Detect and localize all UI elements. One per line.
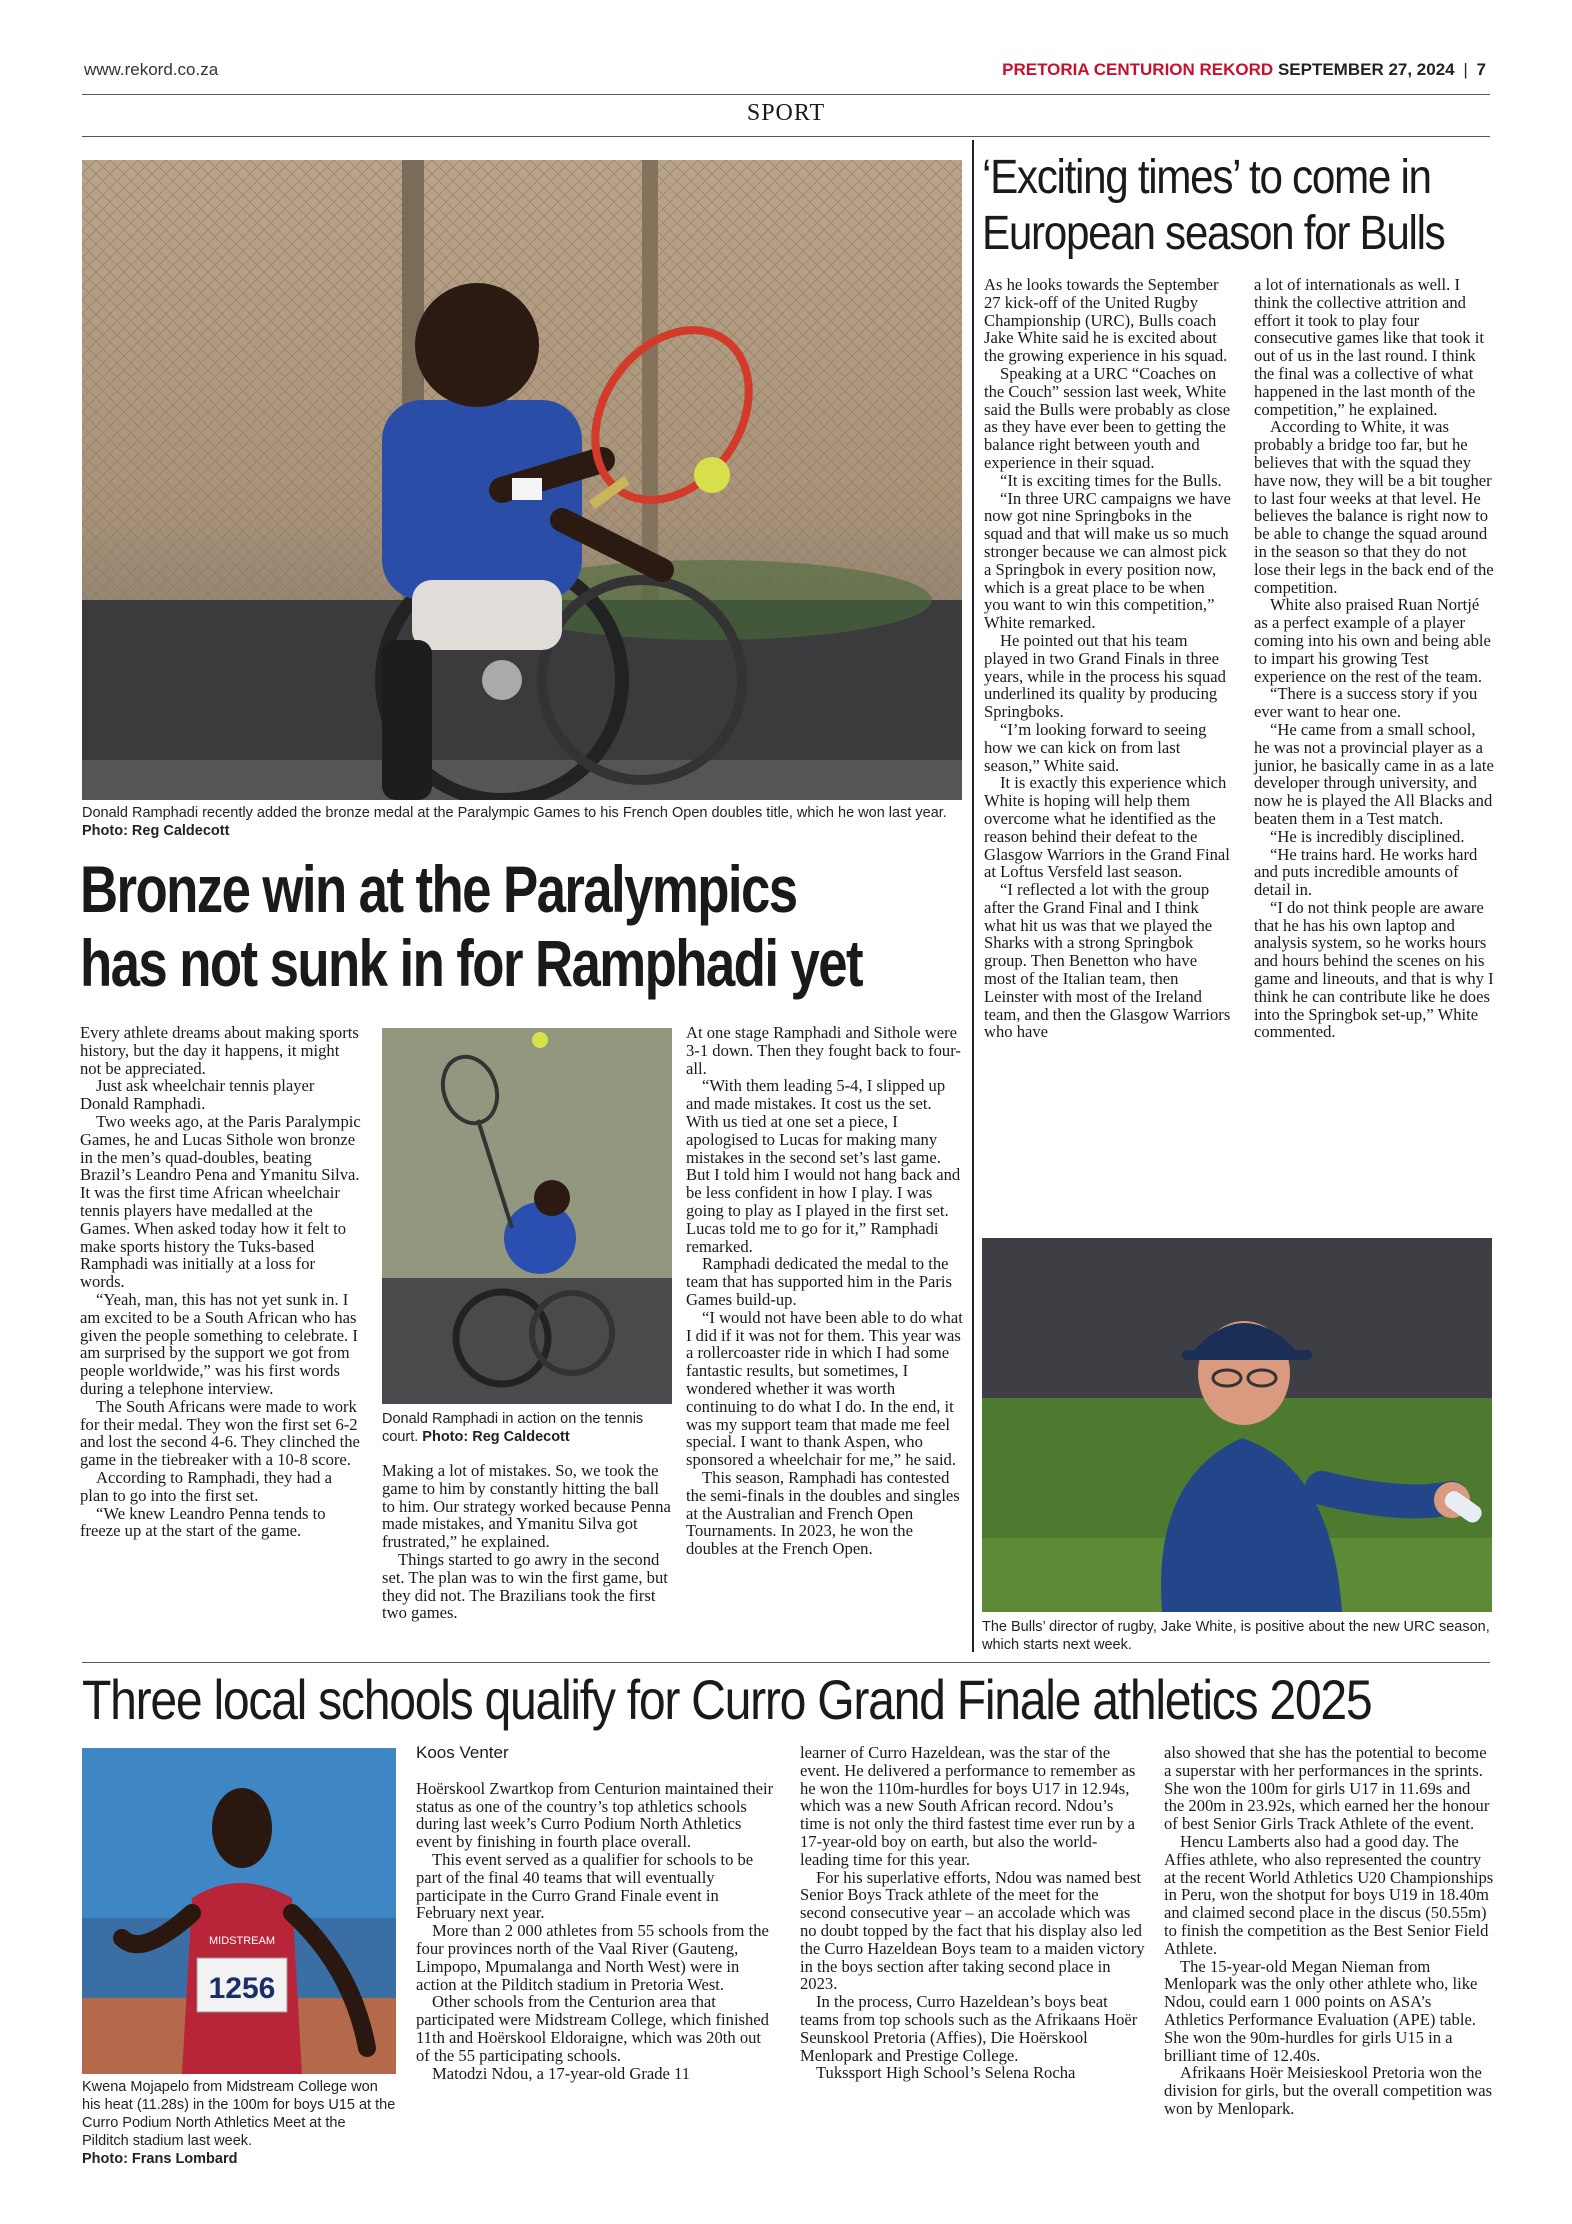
paragraph: “Yeah, man, this has not yet sunk in. I am excited to be a South African who has given the people something to celebrate. I am surprised by the support we got from people worldwide,” was his first words during a telephone interview. [80,1289,358,1398]
photo-credit: Photo: Reg Caldecott [82,823,230,839]
paragraph: More than 2 000 athletes from 55 schools from the four provinces north of the Vaal River (Gauteng, Limpopo, Mpumalanga and North West) were in action at the Pilditch stadium in Pretoria West. [416,1921,769,1994]
paragraph: Things started to go awry in the second set. The plan was to win the first game, but they did not. The Brazilians took the first two games. [382,1549,668,1623]
caption-text: Kwena Mojapelo from Midstream College won his heat (11.28s) in the 100m for boys U15 at the Curro Podium North Athletics Meet at the Pilditch stadium last week. [82,2079,396,2149]
paragraph: “There is a success story if you ever want to hear one. [1254,684,1478,722]
jake-white-photo [982,1238,1492,1612]
page-number: 7 [1476,60,1486,79]
kwena-mojapelo-caption [82,2078,396,2168]
byline: Koos Venter [416,1743,509,1762]
paragraph: a lot of internationals as well. I think the collective attrition and effort it took to play four consecutive games like that took it out of us in the last round. I think the final was a collective of what happened in the last month of the competition,” he explained. [1254,275,1484,419]
section-rule [82,136,1490,137]
bronze-column-2 [382,1462,672,1622]
ramphadi-main-photo-caption [82,804,962,840]
photo-credit: Photo: Frans Lombard [82,2151,238,2167]
paragraph: For his superlative efforts, Ndou was named best Senior Boys Track athlete of the meet for the second consecutive year – an accolade which was no doubt topped by the fact that his display also led the Curro Hazeldean Boys team to a maiden victory in the boys section after taking second place in 2023. [800,1867,1145,1994]
photo-credit: Photo: Reg Caldecott [422,1429,570,1445]
paragraph: Other schools from the Centurion area that participated were Midstream College, which finished 11th and Hoërskool Eldoraigne, which was 20th out of the 55 participating schools. [416,1992,769,2065]
paragraph: Hoërskool Zwartkop from Centurion maintained their status as one of the country’s top athletics schools during last week’s Curro Podium North Athletics event by finishing in fourth place overall. [416,1778,774,1852]
issue-date: SEPTEMBER 27, 2024 [1277,60,1455,79]
paragraph: “I would not have been able to do what I did if it was not for them. This year was a rollercoaster ride in which I had some fantastic results, but sometimes, I wondered whether it was worth continuing to do what I do. In the end, it was my support team that made me feel special. I want to thank Aspen, who sponsored a wheelchair for me,” he said. [686,1307,963,1470]
paragraph: Matodzi Ndou, a 17-year-old Grade 11 [432,2063,691,2083]
paragraph: “He came from a small school, he was not a provincial player as a junior, he basically came in as a late developer through university, and now he is played the All Blacks and beaten them in a Test match. [1254,719,1494,828]
paragraph: This event served as a qualifier for schools to be part of the final 40 teams that will eventually participate in the Curro Grand Finale event in February next year. [416,1849,754,1923]
publication-name: PRETORIA CENTURION REKORD [1002,60,1274,79]
curro-headline: Three local schools qualify for Curro Grand Finale athletics 2025 [82,1668,1372,1731]
website-url: www.rekord.co.za [84,60,219,79]
paragraph: According to White, it was probably a bridge too far, but he believes that with the squad they have now, they will be a bit tougher to last four weeks at that level. He believes the balance is right now to be able to change the squad around in the season so that they do not lose their legs in the back end of the competition. [1254,417,1494,597]
ramphadi-inset-caption [382,1410,672,1446]
paragraph: Hencu Lamberts also had a good day. The Affies athlete, who also represented the country at the recent World Athletics U20 Championships in Peru, won the shotput for boys U19 in 18.40m and claimed second place in the discus (50.55m) to finish the competition as the Best Senior Field Athlete. [1164,1831,1494,1958]
paragraph: The South Africans were made to work for their medal. They won the first set 6-2 and lost the second 4-6. They clinched the game in the tiebreaker with a 10-8 score. [80,1396,360,1470]
header-separator: | [1463,60,1468,79]
paragraph: also showed that she has the potential to become a superstar with her performances in the sprints. She won the 100m for girls U17 in 11.69s and the 200m in 23.92s, which earned her the honour of best Senior Girls Track Athlete of the event. [1164,1743,1490,1834]
bronze-column-1 [80,1024,362,1540]
paragraph: Every athlete dreams about making sports history, but the day it happens, it might not be appreciated. [80,1023,359,1078]
paragraph: As he looks towards the September 27 kick-off of the United Rugby Championship (URC), Bulls coach Jake White said he is excited about the growing experience in his squad. [984,275,1228,366]
paragraph: Two weeks ago, at the Paris Paralympic Games, he and Lucas Sithole won bronze in the men’s quad-doubles, beating Brazil’s Leandro Pena and Ymanitu Silva. It was the first time African wheelchair tennis players have medalled at the Games. When asked today how it felt to make sports history the Tuks-based Ramphadi was initially at a loss for words. [80,1111,361,1292]
curro-column-1 [416,1744,778,2082]
bronze-headline-line1: Bronze win at the Paralympics [80,852,797,926]
paragraph: The 15-year-old Megan Nieman from Menlopark was the only other athlete who, like Ndou, could earn 1 000 points on ASA’s Athletics Performance Evaluation (APE) table. She won the 90m-hurdles for girls U15 in a brilliant time of 12.40s. [1164,1956,1478,2065]
paragraph: At one stage Ramphadi and Sithole were 3-1 down. Then they fought back to four-all. [686,1023,961,1078]
kwena-mojapelo-photo [82,1748,396,2074]
paragraph: Ramphadi dedicated the medal to the team that has supported him in the Paris Games build-up. [686,1254,952,1309]
ramphadi-inset-photo [382,1028,672,1404]
paragraph: Afrikaans Hoër Meisieskool Pretoria won the division for girls, but the overall competition was won by Menlopark. [1164,2063,1493,2118]
bronze-column-3 [686,1024,966,1558]
bulls-headline-line2: European season for Bulls [982,207,1445,260]
paragraph: Speaking at a URC “Coaches on the Couch” session last week, White said the Bulls were probably as close as they have ever been to getting the balance right between youth and experience in their squad. [984,363,1231,472]
bulls-column-2 [1254,276,1494,1041]
paragraph: White also praised Ruan Nortjé as a perfect example of a player coming into his own and being able to impart his growing Test experience on the rest of the team. [1254,595,1491,686]
caption-text: Donald Ramphadi recently added the bronze medal at the Paralympic Games to his French Open doubles title, which he won last year. [82,805,947,821]
curro-column-2 [800,1744,1146,2082]
paragraph: According to Ramphadi, they had a plan to go into the first set. [80,1467,332,1505]
paragraph: It is exactly this experience which White is hoping will help them overcome what he identified as the reason behind their defeat to the Glasgow Warriors in the Grand Final at Loftus Versfeld last season. [984,773,1230,882]
paragraph: In the process, Curro Hazeldean’s boys beat teams from top schools such as the Afrikaans Hoër Seunskool Pretoria (Affies), Die Hoërskool Menlopark and Prestige College. [800,1992,1138,2065]
paragraph: “I do not think people are aware that he has his own laptop and analysis system, so he works hours and hours behind the scenes on his game and lineouts, and that is why I think he can contribute like he does into the Springbok set-up,” White commented. [1254,897,1494,1042]
paragraph: Making a lot of mistakes. So, we took the game to him by constantly hitting the ball to him. Our strategy worked because Penna made mistakes, and Ymanitu Silva got frustrated,” he explained. [382,1461,671,1552]
paragraph: “He trains hard. He works hard and puts incredible amounts of detail in. [1254,844,1478,900]
paragraph: “I’m looking forward to seeing how we can kick on from last season,” White said. [984,719,1207,775]
paragraph: Just ask wheelchair tennis player Donald Ramphadi. [80,1076,315,1114]
bib-number: 1256 [208,1972,276,2005]
bulls-headline [982,150,1445,262]
paragraph: learner of Curro Hazeldean, was the star of the event. He delivered a performance to remember as he won the 110m-hurdles for boys U17 in 12.94s, which was a new South African record. Ndou’s time is not only the third fastest time ever run by a 17-year-old boy on earth, but also the world-leading time for this year. [800,1743,1136,1869]
curro-top-rule [82,1662,1490,1663]
paragraph: “With them leading 5-4, I slipped up and made mistakes. It cost us the set. With us tied at one set a piece, I apologised to Lucas for making many mistakes in the second set’s last game. But I told him I would not hang back and be less confident in how I play. I was going to play as I played in the first set. Lucas told me to go for it,” Ramphadi remarked. [686,1076,961,1256]
paragraph: “In three URC campaigns we have now got nine Springboks in the squad and that will make us so much stronger because we can almost pick a Springbok in every position now, which is a great place to be when you want to win this competition,” White remarked. [984,488,1231,633]
header-rule [82,94,1490,95]
bulls-headline-line1: ‘Exciting times’ to come in [982,151,1431,204]
paragraph: “It is exciting times for the Bulls. [1000,470,1222,490]
paragraph: “He is incredibly disciplined. [1270,826,1465,846]
paragraph: “I reflected a lot with the group after the Grand Final and I think what hit us was that we played the Sharks with a strong Springbok group. Then Benetton who have most of the Italian team, then Leinster with most of the Ireland team, and then the Glasgow Warriors who have [984,880,1231,1042]
paragraph: Tukssport High School’s Selena Rocha [816,2063,1076,2083]
bulls-column-1 [984,276,1232,1041]
column-divider [972,140,974,1652]
curro-column-3 [1164,1744,1494,2118]
paragraph: This season, Ramphadi has contested the semi-finals in the doubles and singles at the Australian and French Open Tournaments. In 2023, he won the doubles at the French Open. [686,1467,960,1559]
bib-school: MIDSTREAM [209,1935,275,1947]
caption-text: Donald Ramphadi in action on the tennis court. [382,1411,644,1445]
bronze-headline [80,852,862,1000]
paragraph: “We knew Leandro Penna tends to freeze up at the start of the game. [80,1503,326,1541]
jake-white-caption: The Bulls’ director of rugby, Jake White, is positive about the new URC season, which starts next week. [982,1619,1490,1653]
masthead-info [1002,60,1486,80]
paragraph: He pointed out that his team played in two Grand Finals in three years, while in the process his squad underlined its quality by producing Springboks. [984,630,1226,722]
section-label: SPORT [746,100,826,126]
bronze-headline-line2: has not sunk in for Ramphadi yet [80,926,862,1000]
ramphadi-main-photo [82,160,962,800]
